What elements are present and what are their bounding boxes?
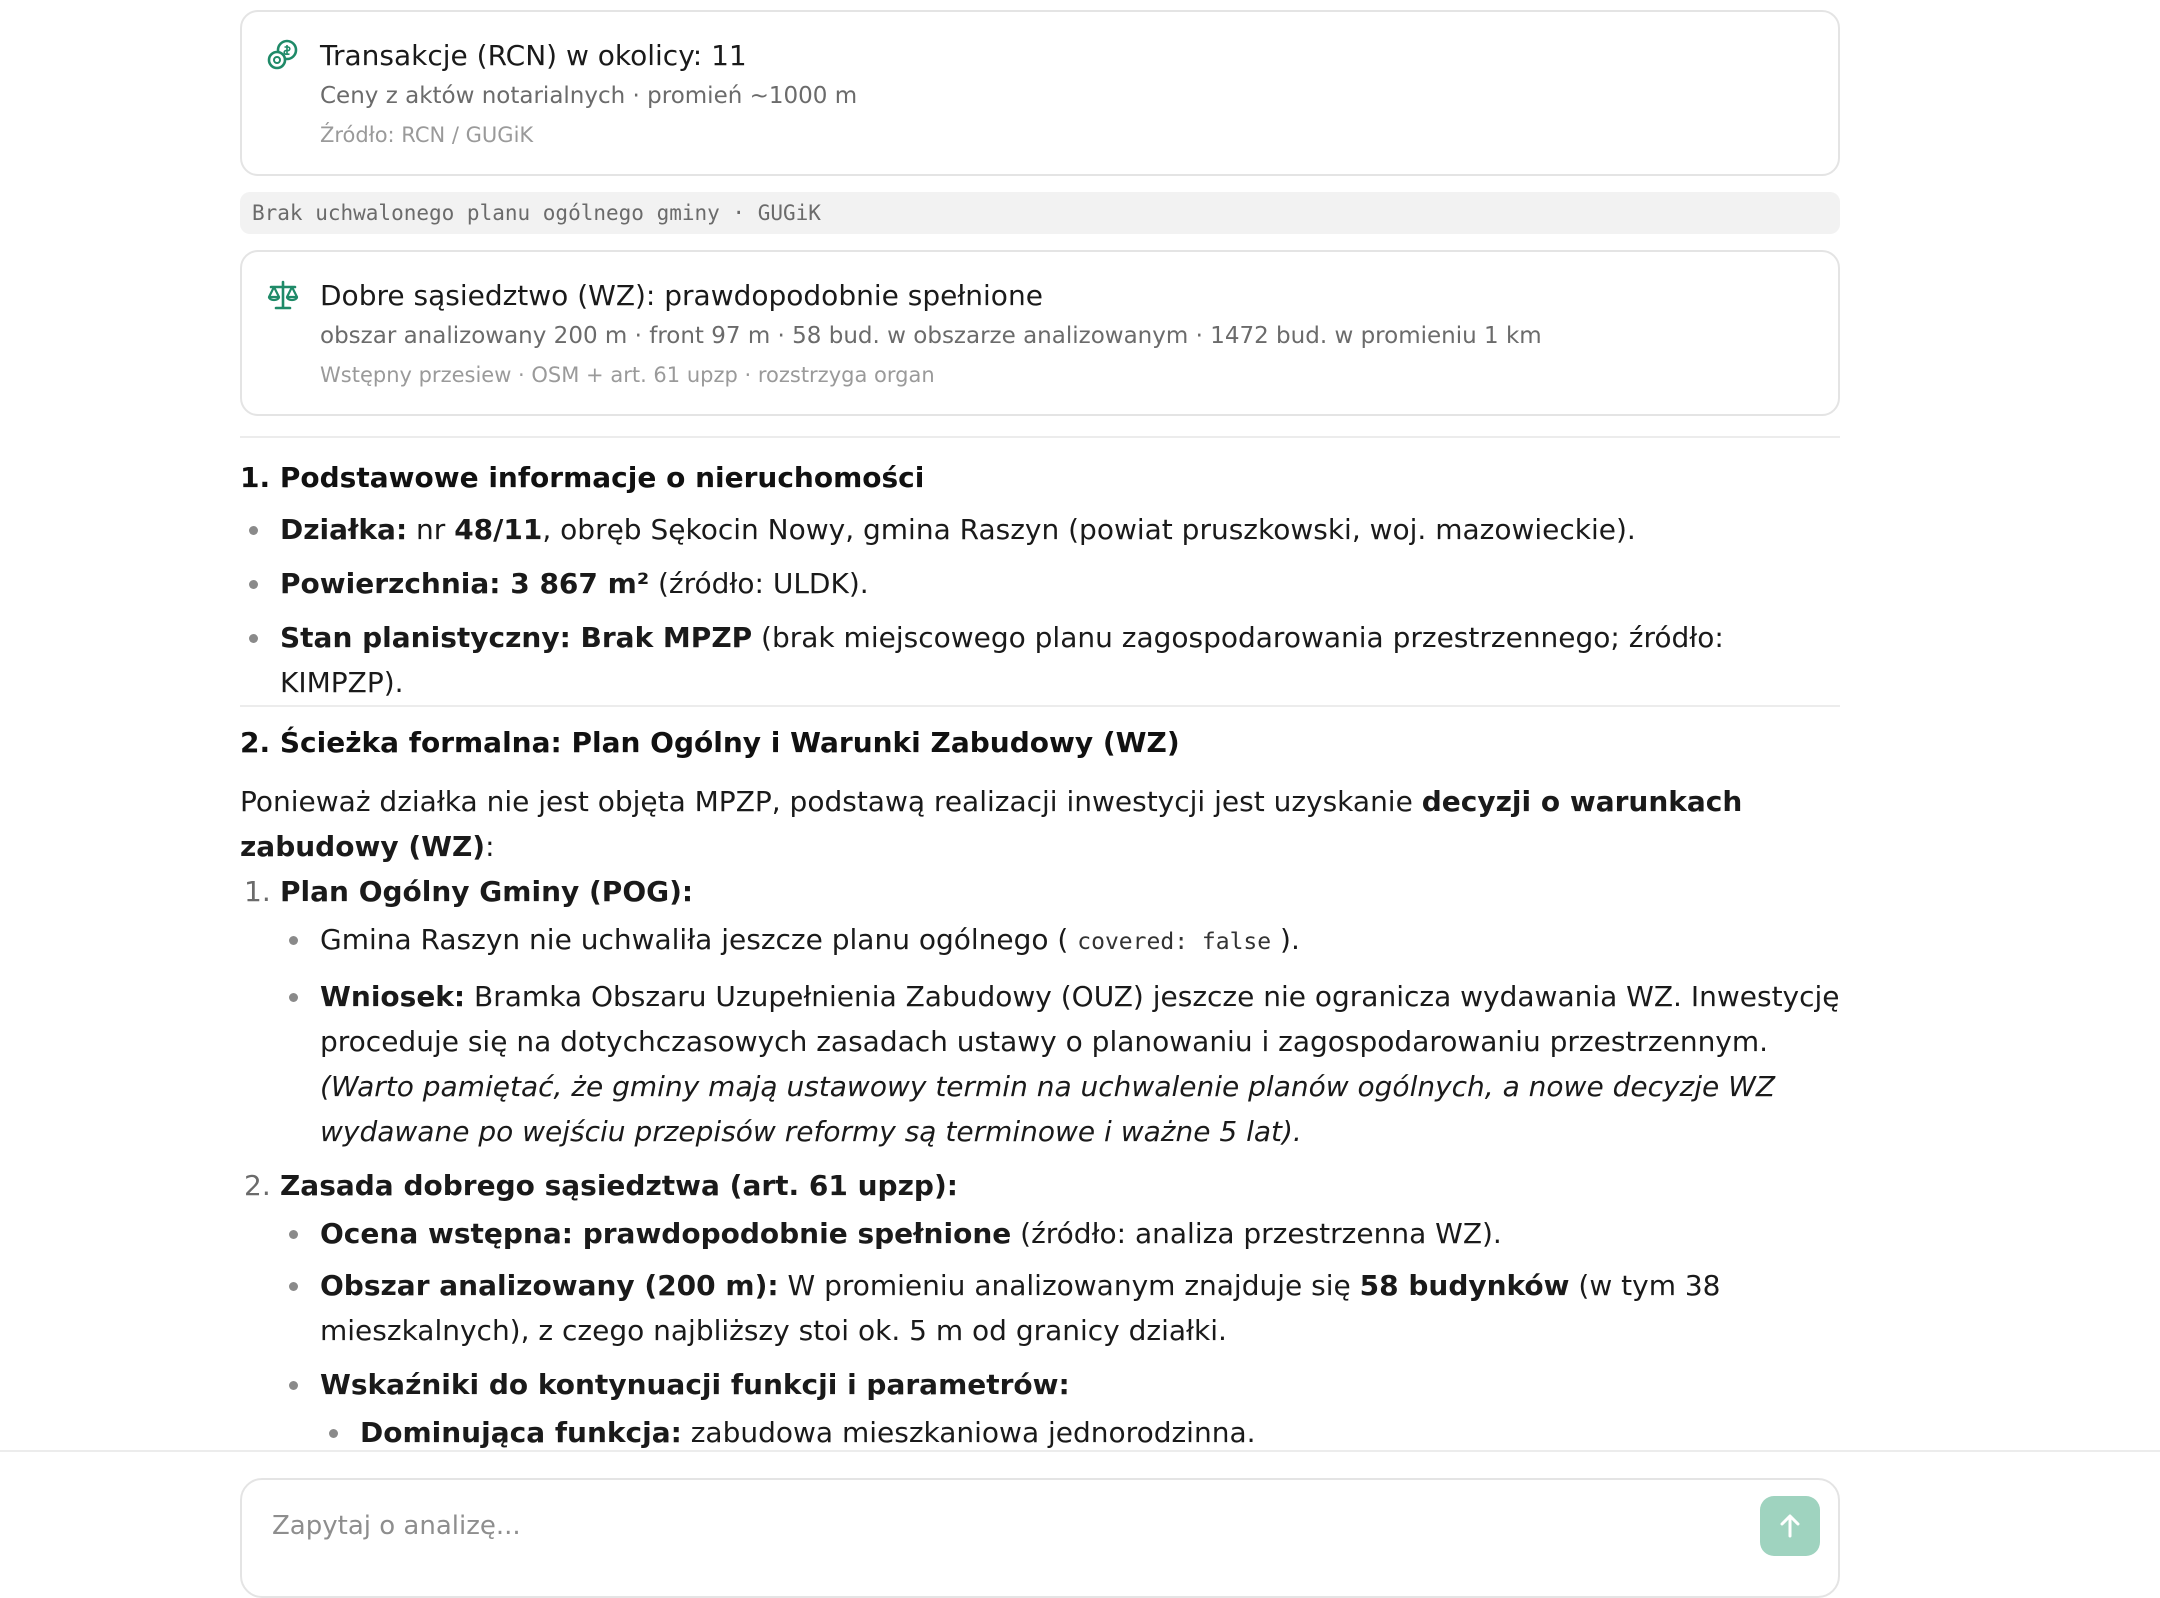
step-title: Plan Ogólny Gminy (POG): — [280, 875, 694, 908]
section2-intro — [240, 779, 1840, 869]
buildings-count: 58 budynków — [1359, 1269, 1570, 1302]
area-label: Powierzchnia: 3 867 m² — [280, 567, 650, 600]
intro-bold: decyzji o warunkach zabudowy (WZ) — [240, 785, 1743, 863]
pog-text-post: ). — [1271, 923, 1300, 956]
composer-bar — [0, 1450, 2160, 1538]
transactions-source: Źródło: RCN / GUGiK — [320, 123, 534, 147]
area-post: (źródło: ULDK). — [649, 567, 869, 600]
step-number: 1. — [244, 875, 271, 908]
step-title: Zasada dobrego sąsiedztwa (art. 61 upzp): — [280, 1169, 958, 1202]
assessment-post: (źródło: analiza przestrzenna WZ). — [1011, 1217, 1502, 1250]
chat-input[interactable] — [270, 1510, 1674, 1542]
list-item — [320, 1410, 1840, 1455]
section1-list — [240, 507, 1840, 705]
section2-heading: 2. Ścieżka formalna: Plan Ogólny i Warunki Zabudowy (WZ) — [240, 726, 1180, 759]
arrow-up-icon — [1775, 1511, 1805, 1541]
send-button[interactable] — [1760, 1496, 1820, 1556]
planning-label: Stan planistyczny: Brak MPZP — [280, 621, 753, 654]
assessment-label: Ocena wstępna: prawdopodobnie spełnione — [320, 1217, 1012, 1250]
analyzed-area-pre: W promieniu analizowanym znajduje się — [778, 1269, 1360, 1302]
divider — [240, 436, 1840, 438]
intro-pre: Ponieważ działka nie jest objęta MPZP, podstawą realizacji inwestycji jest uzyskanie — [240, 785, 1422, 818]
neighborhood-title: Dobre sąsiedztwo (WZ): prawdopodobnie spełnione — [320, 279, 1043, 312]
list-item — [280, 1263, 1840, 1353]
list-item — [240, 561, 1840, 606]
function-label: Dominująca funkcja: — [360, 1416, 682, 1449]
transactions-card — [240, 10, 1840, 176]
neighborhood-source: Wstępny przesiew · OSM + art. 61 upzp · rozstrzyga organ — [320, 363, 935, 387]
planning-post: (brak miejscowego planu zagospodarowania przestrzennego; źródło: KIMPZP). — [280, 621, 1724, 699]
list-item — [280, 1211, 1840, 1256]
analysis-content — [240, 10, 1840, 1559]
plot-pre: nr — [407, 513, 455, 546]
neighborhood-subtitle: obszar analizowany 200 m · front 97 m · 58 bud. w obszarze analizowanym · 1472 bud. w promieniu 1 km — [320, 323, 1542, 349]
intro-post: : — [485, 830, 495, 863]
plan-status-strip: Brak uchwalonego planu ogólnego gminy · GUGiK — [240, 192, 1840, 234]
transactions-title: Transakcje (RCN) w okolicy: 11 — [320, 39, 747, 72]
indicators-label: Wskaźniki do kontynuacji funkcji i parametrów: — [320, 1368, 1070, 1401]
analyzed-area-label: Obszar analizowany (200 m): — [320, 1269, 779, 1302]
conclusion-note: (Warto pamiętać, że gminy mają ustawowy termin na uchwalenie planów ogólnych, a nowe decyzje WZ wydawane po wejściu przepisów reformy są terminowe i ważne 5 lat). — [320, 1070, 1776, 1148]
transactions-subtitle: Ceny z aktów notarialnych · promień ~1000 m — [320, 83, 858, 109]
divider — [240, 705, 1840, 707]
plot-post: , obręb Sękocin Nowy, gmina Raszyn (powiat pruszkowski, woj. mazowieckie). — [542, 513, 1636, 546]
step-number: 2. — [244, 1169, 271, 1202]
step1-bullets — [280, 917, 1840, 1154]
analyzed-area-post: (w tym 38 mieszkalnych), z czego najbliższy stoi ok. 5 m od granicy działki. — [320, 1269, 1721, 1347]
list-item — [280, 974, 1840, 1154]
function-text: zabudowa mieszkaniowa jednorodzinna. — [681, 1416, 1256, 1449]
pog-text: Gmina Raszyn nie uchwaliła jeszcze planu ogólnego ( — [320, 923, 1078, 956]
conclusion-label: Wniosek: — [320, 980, 466, 1013]
list-item — [240, 507, 1840, 552]
plot-number: 48/11 — [454, 513, 543, 546]
coins-icon — [266, 38, 300, 72]
list-item — [240, 615, 1840, 705]
plot-label: Działka: — [280, 513, 408, 546]
list-item — [280, 917, 1840, 965]
section1-heading: 1. Podstawowe informacje o nieruchomości — [240, 461, 925, 494]
scales-icon — [266, 278, 300, 312]
step-item — [240, 869, 1840, 1154]
covered-code: covered: false — [1077, 929, 1272, 955]
neighborhood-card — [240, 250, 1840, 416]
chat-composer — [240, 1478, 1840, 1598]
conclusion-text: Bramka Obszaru Uzupełnienia Zabudowy (OUZ) jeszcze nie ogranicza wydawania WZ. Inwestycję proceduje się na dotychczasowych zasadach ustawy o planowaniu i zagospodarowaniu przestrzennym. — [320, 980, 1840, 1058]
